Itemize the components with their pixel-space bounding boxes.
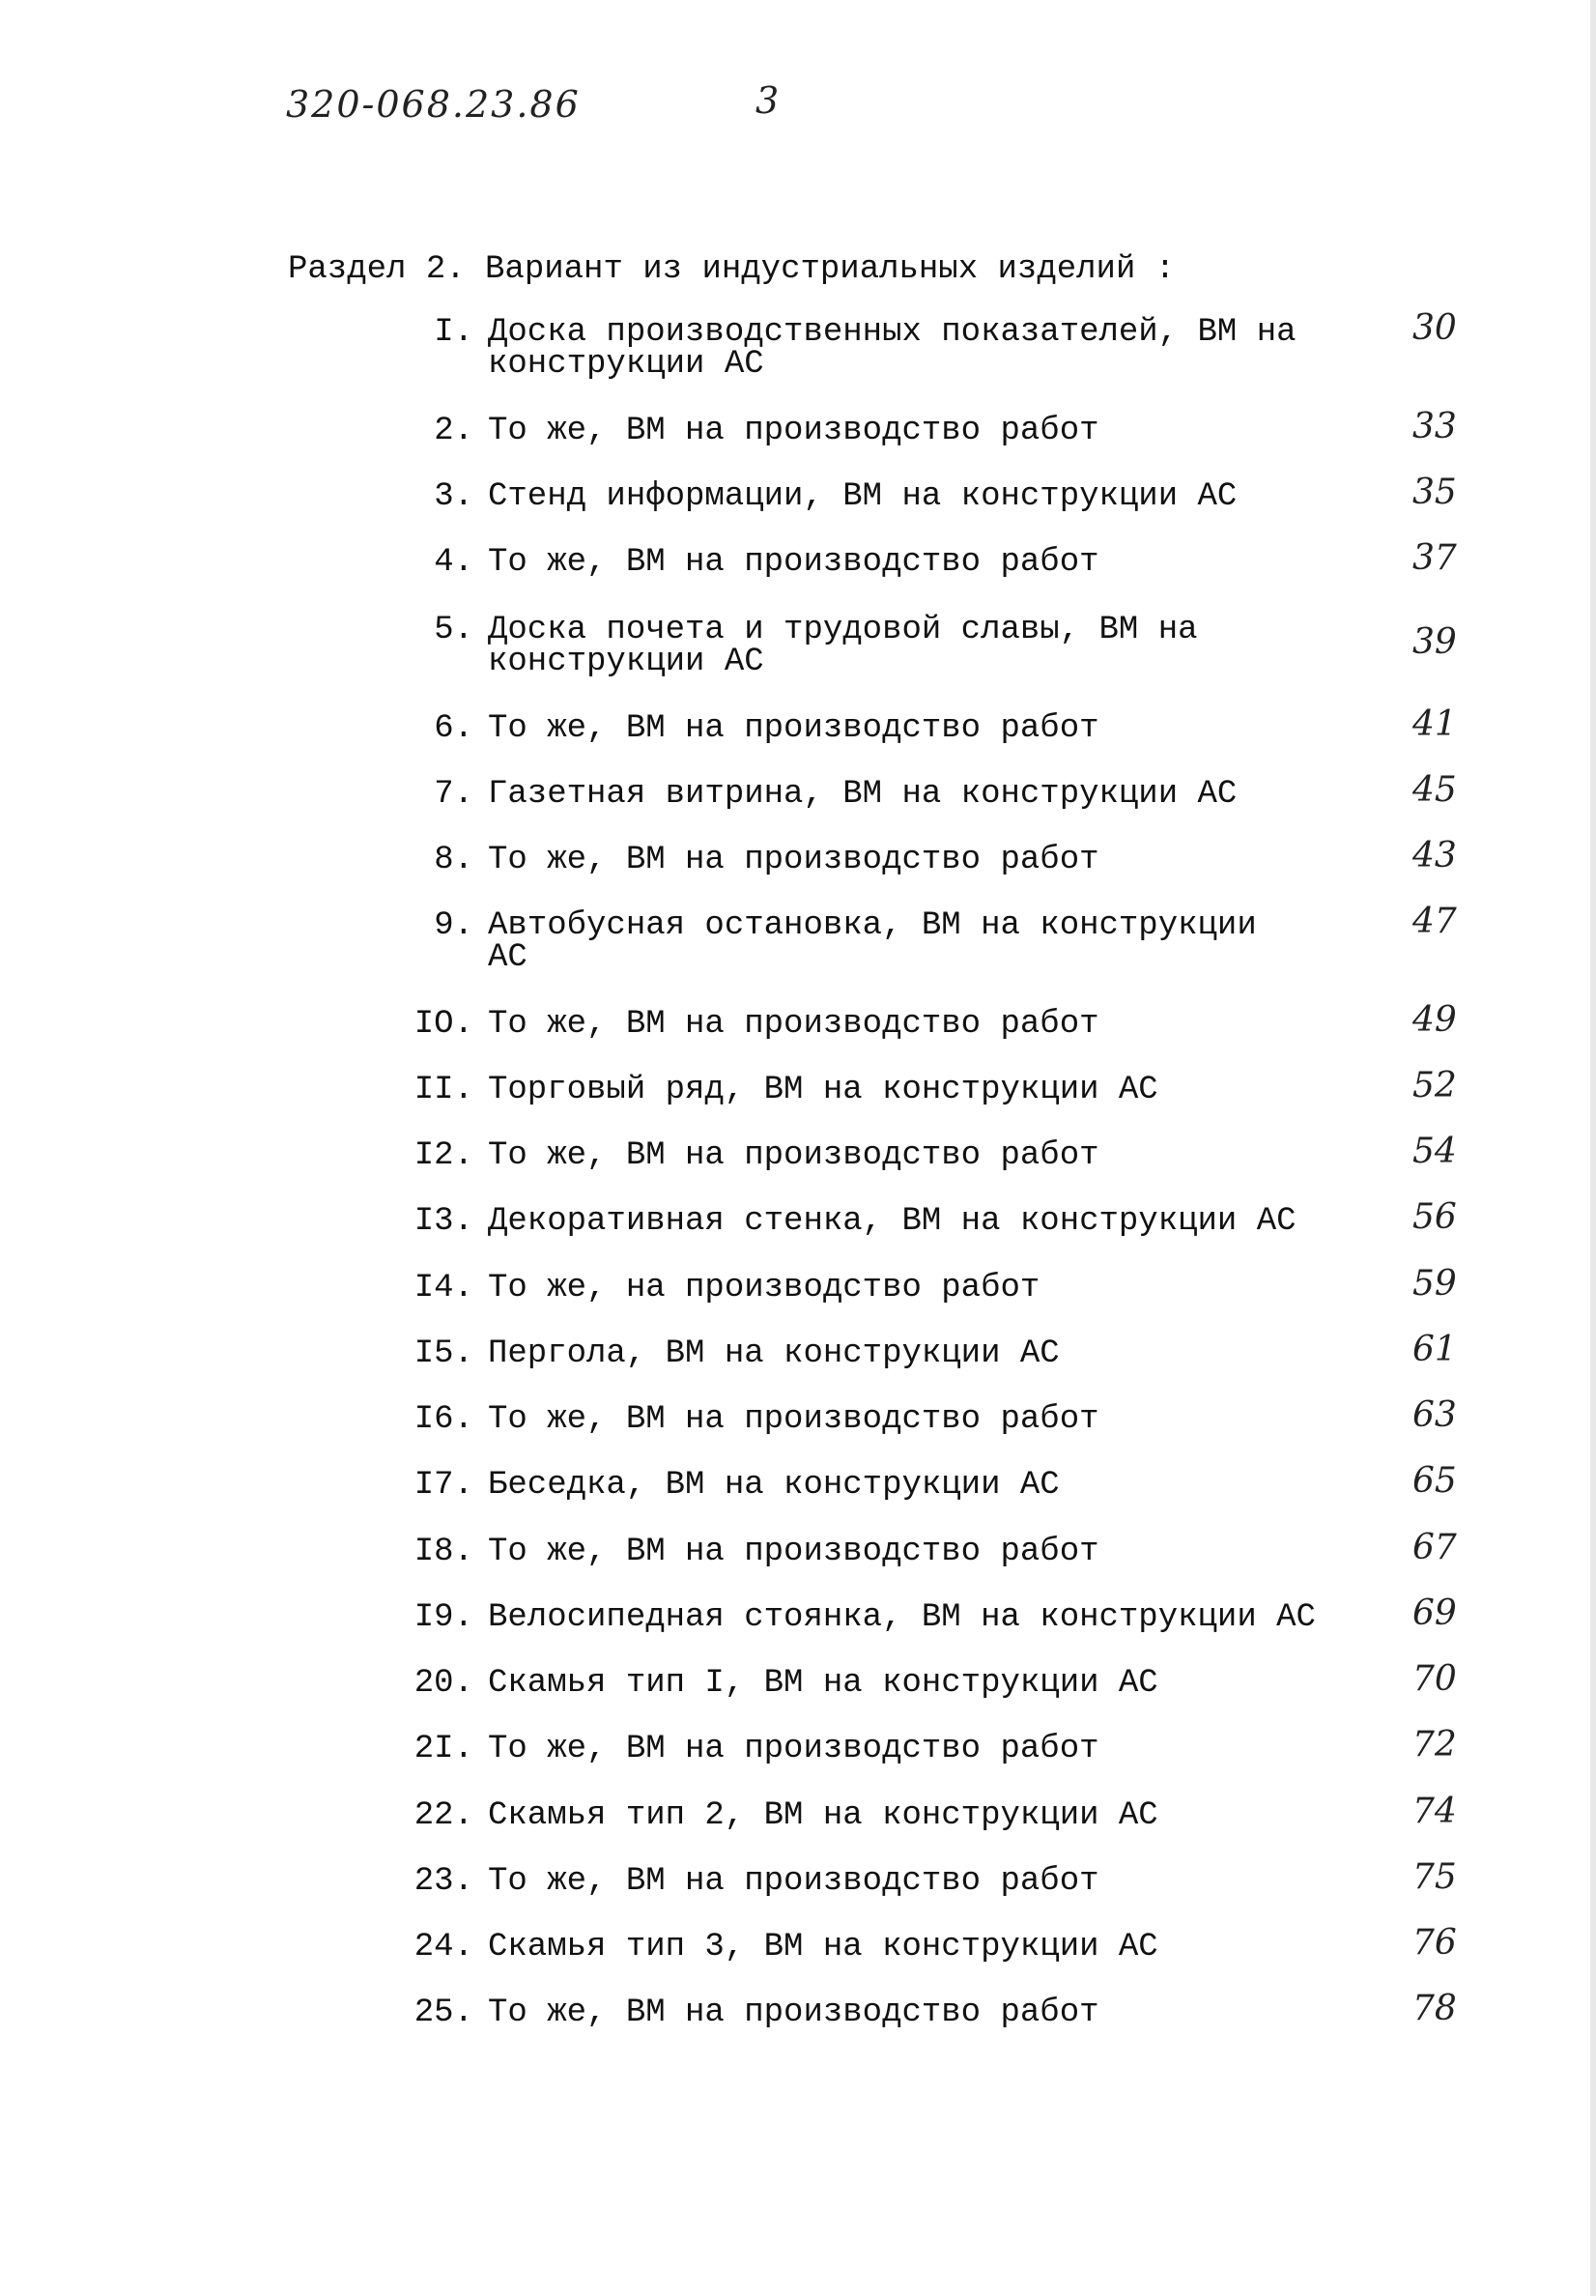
item-number: 22. [413,1797,473,1834]
item-number: 23. [413,1863,473,1900]
item-page-number: 63 [1412,1395,1457,1435]
item-page-number: 43 [1412,836,1457,875]
item-number: I2. [413,1137,473,1174]
item-title: То же, ВМ на производство работ [488,710,1099,747]
item-page-number: 75 [1412,1857,1457,1897]
item-page-number: 67 [1412,1528,1457,1567]
item-number: 3. [434,478,473,515]
item-number: 8. [434,842,473,878]
item-page-number: 69 [1412,1593,1457,1633]
item-page-number: 65 [1412,1461,1457,1501]
item-title: АС [488,939,527,976]
item-page-number: 45 [1412,770,1457,810]
item-title: То же, ВМ на производство работ [488,1731,1099,1767]
item-number: I6. [413,1401,473,1438]
item-title: То же, ВМ на производство работ [488,544,1099,581]
item-page-number: 39 [1412,622,1457,662]
item-page-number: 33 [1412,407,1457,446]
item-page-number: 47 [1412,902,1457,941]
item-page-number: 78 [1412,1989,1457,2028]
item-title: конструкции АС [488,644,764,680]
item-title: То же, на производство работ [488,1270,1040,1306]
item-number: 25. [413,1995,473,2031]
item-number: I8. [413,1534,473,1570]
item-number: 2. [434,413,473,449]
item-title: Скамья тип I, ВМ на конструкции АС [488,1665,1158,1702]
item-page-number: 41 [1412,704,1457,744]
scan-edge [1590,0,1596,2296]
item-page-number: 56 [1412,1197,1457,1237]
item-title: конструкции АС [488,346,764,383]
item-page-number: 30 [1412,308,1457,348]
item-title: То же, ВМ на производство работ [488,1995,1099,2031]
item-number: I4. [413,1270,473,1306]
item-title: То же, ВМ на производство работ [488,1006,1099,1043]
item-title: То же, ВМ на производство работ [488,1863,1099,1900]
item-page-number: 37 [1412,538,1457,578]
item-page-number: 59 [1412,1264,1457,1304]
item-title: То же, ВМ на производство работ [488,842,1099,878]
item-number: II. [413,1072,473,1108]
item-number: 5. [434,612,473,648]
item-number: IO. [413,1006,473,1043]
item-title: Газетная витрина, ВМ на конструкции АС [488,776,1238,813]
item-page-number: 35 [1412,473,1457,512]
item-page-number: 61 [1412,1330,1457,1369]
item-title: То же, ВМ на производство работ [488,1401,1099,1438]
item-title: Скамья тип 2, ВМ на конструкции АС [488,1797,1158,1834]
item-page-number: 76 [1412,1923,1457,1963]
item-number: 20. [413,1665,473,1702]
item-number: I3. [413,1203,473,1240]
item-page-number: 52 [1412,1066,1457,1105]
item-title: Беседка, ВМ на конструкции АС [488,1467,1060,1504]
item-number: 2I. [413,1731,473,1767]
item-number: 4. [434,544,473,581]
item-page-number: 54 [1412,1132,1457,1171]
item-title: Велосипедная стоянка, ВМ на конструкции АС [488,1599,1316,1636]
item-title: Пергола, ВМ на конструкции АС [488,1335,1060,1372]
item-title: Скамья тип 3, ВМ на конструкции АС [488,1929,1158,1966]
item-page-number: 49 [1412,1000,1457,1040]
item-number: I9. [413,1599,473,1636]
item-number: 9. [434,907,473,944]
item-number: 24. [413,1929,473,1966]
item-title: Доска почета и трудовой славы, ВМ на [488,612,1198,648]
item-title: То же, ВМ на производство работ [488,413,1099,449]
item-page-number: 70 [1412,1659,1457,1699]
item-number: 6. [434,710,473,747]
document-code: 320-068.23.86 [286,83,581,126]
item-title: Доска производственных показателей, ВМ на [488,314,1297,351]
item-title: То же, ВМ на производство работ [488,1534,1099,1570]
sheet-number: 3 [755,79,780,122]
item-title: Стенд информации, ВМ на конструкции АС [488,478,1238,515]
item-number: I5. [413,1335,473,1372]
section-title: Раздел 2. Вариант из индустриальных изделий : [288,251,1176,288]
item-title: То же, ВМ на производство работ [488,1137,1099,1174]
item-page-number: 74 [1412,1792,1457,1831]
item-number: 7. [434,776,473,813]
item-title: Торговый ряд, ВМ на конструкции АС [488,1072,1158,1108]
item-title: Декоративная стенка, ВМ на конструкции АС [488,1203,1297,1240]
item-number: I7. [413,1467,473,1504]
item-number: I. [434,314,473,351]
item-page-number: 72 [1412,1725,1457,1765]
item-title: Автобусная остановка, ВМ на конструкции [488,907,1257,944]
